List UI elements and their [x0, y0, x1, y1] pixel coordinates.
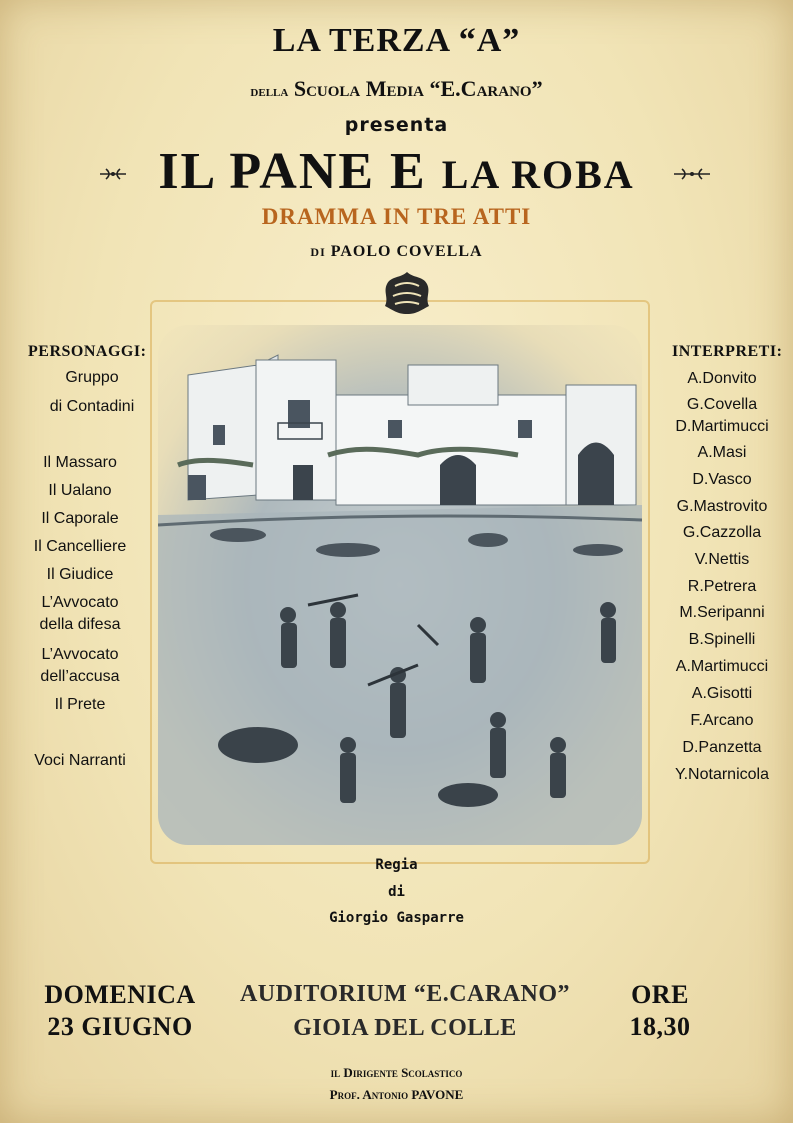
- role-avvocato-difesa-1: L’Avvocato: [41, 594, 119, 611]
- dirigente-name: PAVONE: [411, 1087, 464, 1102]
- dirigente-name-prefix: Prof. Antonio: [329, 1087, 409, 1102]
- actor-name: G.Covella: [686, 396, 758, 413]
- role-voci-narranti: Voci Narranti: [34, 752, 126, 769]
- role-avvocato-accusa-2: dell’accusa: [40, 668, 120, 685]
- event-city: GIOIA DEL COLLE: [293, 1015, 517, 1041]
- actor-name: M.Seripanni: [679, 604, 765, 621]
- actor-name: Y.Notarnicola: [675, 766, 769, 783]
- dirigente-label: il Dirigente Scolastico: [330, 1065, 463, 1080]
- role-caporale: Il Caporale: [41, 510, 119, 527]
- event-day: DOMENICA: [44, 980, 196, 1009]
- event-date: 23 GIUGNO: [47, 1012, 193, 1041]
- author-line: [0, 243, 793, 261]
- event-venue: AUDITORIUM “E.CARANO”: [239, 981, 571, 1007]
- actor-name: D.Panzetta: [682, 739, 762, 756]
- actor-name: G.Cazzolla: [682, 524, 762, 541]
- interpreti-heading: INTERPRETI:: [672, 343, 783, 360]
- actor-name: R.Petrera: [687, 578, 757, 595]
- role-massaro: Il Massaro: [43, 454, 117, 471]
- play-title-main: IL PANE E: [158, 143, 427, 200]
- actor-name: G.Mastrovito: [676, 498, 768, 515]
- actor-name: F.Arcano: [690, 712, 754, 729]
- village-scene-illustration: [158, 325, 642, 845]
- presenta-text: presenta: [344, 114, 449, 136]
- actor-name: B.Spinelli: [688, 631, 756, 648]
- regia-label: Regia: [375, 857, 418, 873]
- author-prefix: DI: [310, 245, 326, 259]
- role-ualano: Il Ualano: [48, 482, 112, 499]
- play-subtitle: DRAMMA IN TRE ATTI: [261, 204, 532, 229]
- director-name: Giorgio Gasparre: [329, 910, 464, 926]
- school-name: Scuola Media “E.Carano”: [293, 76, 543, 101]
- role-avvocato-accusa-1: L’Avvocato: [41, 646, 119, 663]
- actor-name: D.Martimucci: [675, 418, 769, 435]
- personaggi-heading: PERSONAGGI:: [28, 343, 147, 360]
- school-name-line: [0, 76, 793, 102]
- play-title: [0, 142, 793, 201]
- author-name: PAOLO COVELLA: [330, 243, 483, 260]
- actor-name: D.Vasco: [692, 471, 752, 488]
- class-name-heading: LA TERZA “A”: [272, 22, 521, 59]
- role-prete: Il Prete: [54, 696, 106, 713]
- play-title-small: LA ROBA: [441, 152, 635, 197]
- event-time: 18,30: [629, 1012, 691, 1041]
- crest-ornament-icon: [381, 270, 433, 316]
- event-time-label: ORE: [631, 980, 689, 1009]
- school-prefix: della: [250, 84, 289, 100]
- dirigente-name-line: [0, 1087, 793, 1103]
- role-contadini: di Contadini: [49, 398, 135, 415]
- role-avvocato-difesa-2: della difesa: [39, 616, 121, 633]
- actor-name: V.Nettis: [694, 551, 750, 568]
- role-cancelliere: Il Cancelliere: [33, 538, 127, 555]
- actor-name: A.Martimucci: [675, 658, 769, 675]
- painting-image: [158, 325, 642, 845]
- actor-name: A.Gisotti: [691, 685, 753, 702]
- role-gruppo: Gruppo: [65, 369, 119, 386]
- regia-di: di: [388, 884, 405, 900]
- actor-name: A.Donvito: [687, 370, 757, 387]
- actor-name: A.Masi: [697, 444, 747, 461]
- role-giudice: Il Giudice: [46, 566, 114, 583]
